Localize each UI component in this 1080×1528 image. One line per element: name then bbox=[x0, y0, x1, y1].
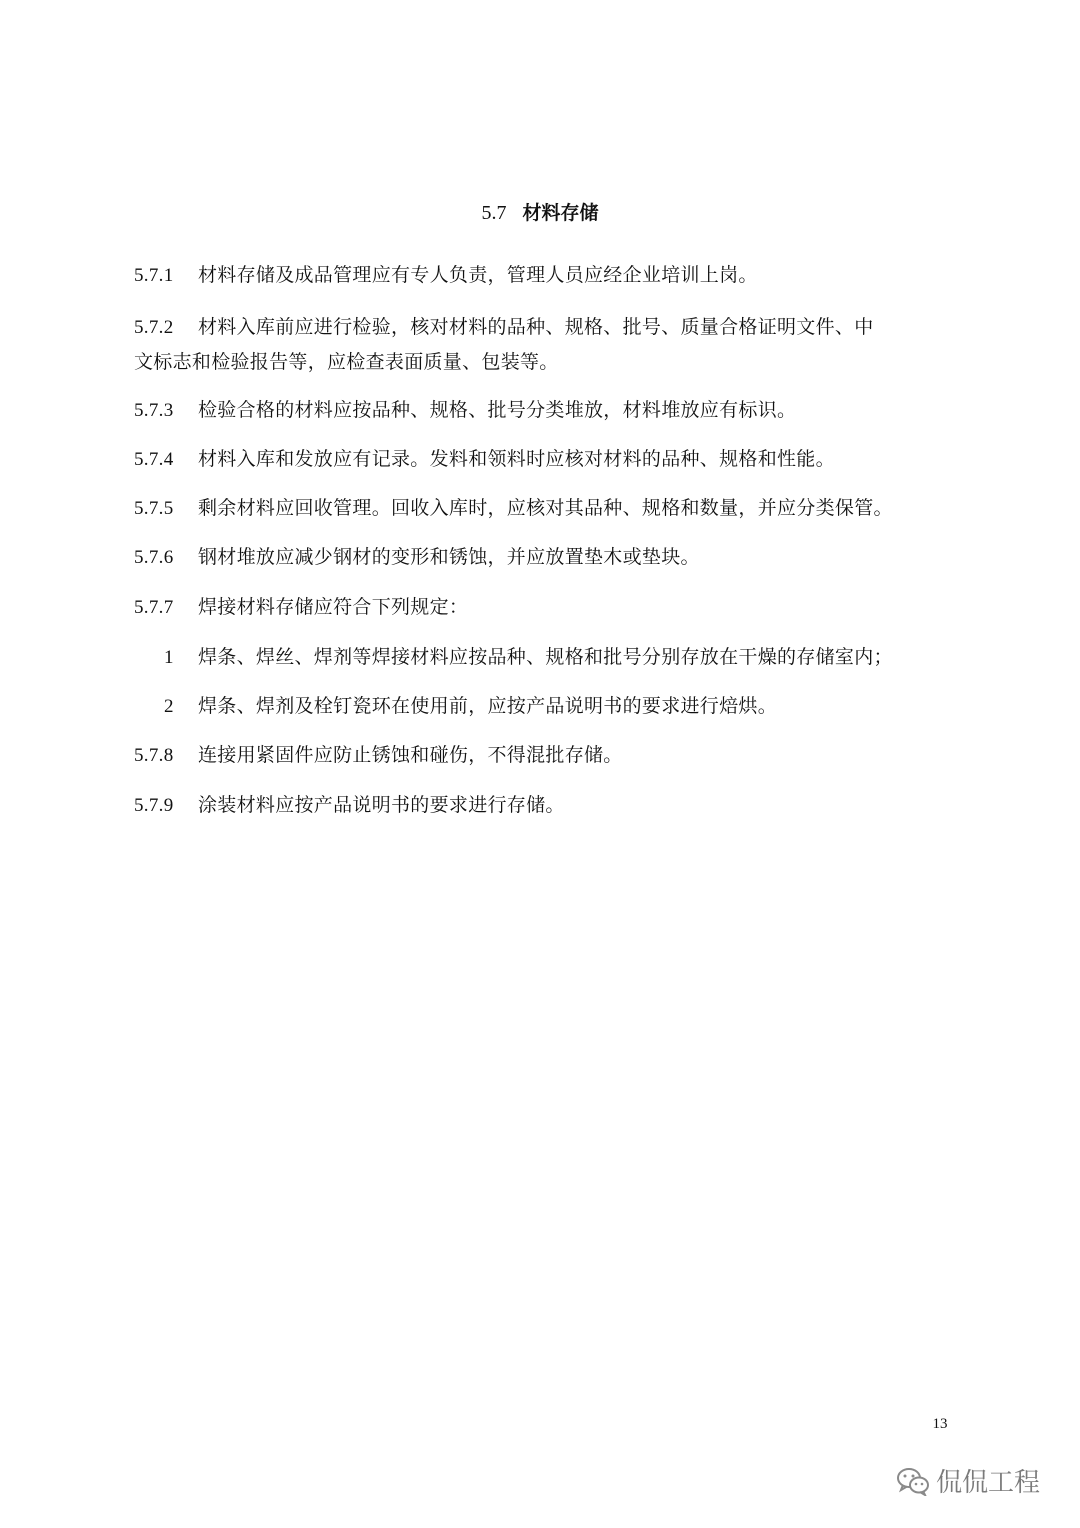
page-number: 13 bbox=[932, 1416, 948, 1432]
section-title-text: 材料存储 bbox=[522, 202, 599, 224]
sub-item-1 bbox=[164, 640, 964, 675]
clause-text: 剩余材料应回收管理。回收入库时，应核对其品种、规格和数量，并应分类保管。 bbox=[198, 497, 893, 519]
item-number: 1 bbox=[164, 647, 174, 668]
clause-number: 5.7.1 bbox=[134, 265, 174, 286]
clause-5-7-8 bbox=[134, 738, 954, 773]
clause-number: 5.7.4 bbox=[134, 449, 174, 470]
sub-item-2 bbox=[164, 689, 964, 724]
clause-number: 5.7.3 bbox=[134, 400, 174, 421]
clause-5-7-2 bbox=[134, 310, 954, 379]
clause-5-7-9 bbox=[134, 788, 954, 823]
clause-text: 检验合格的材料应按品种、规格、批号分类堆放，材料堆放应有标识。 bbox=[198, 399, 797, 421]
section-number: 5.7 bbox=[481, 202, 507, 224]
wechat-icon bbox=[896, 1466, 930, 1496]
clause-number: 5.7.8 bbox=[134, 745, 174, 766]
clause-text: 材料入库前应进行检验，核对材料的品种、规格、批号、质量合格证明文件、中 bbox=[198, 316, 874, 338]
item-text: 焊条、焊丝、焊剂等焊接材料应按品种、规格和批号分别存放在干燥的存储室内； bbox=[198, 646, 893, 668]
clause-5-7-7 bbox=[134, 590, 954, 625]
clause-number: 5.7.6 bbox=[134, 547, 174, 568]
clause-number: 5.7.9 bbox=[134, 795, 174, 816]
clause-5-7-6 bbox=[134, 540, 954, 575]
clause-number: 5.7.2 bbox=[134, 317, 174, 338]
clause-text-continuation: 文标志和检验报告等，应检查表面质量、包装等。 bbox=[134, 351, 559, 373]
clause-5-7-1 bbox=[134, 258, 954, 293]
section-title bbox=[0, 196, 1080, 230]
clause-text: 钢材堆放应减少钢材的变形和锈蚀，并应放置垫木或垫块。 bbox=[198, 546, 700, 568]
item-text: 焊条、焊剂及栓钉瓷环在使用前，应按产品说明书的要求进行焙烘。 bbox=[198, 695, 778, 717]
clause-text: 材料入库和发放应有记录。发料和领料时应核对材料的品种、规格和性能。 bbox=[198, 448, 835, 470]
clause-number: 5.7.7 bbox=[134, 597, 174, 618]
watermark bbox=[896, 1462, 1040, 1499]
clause-text: 连接用紧固件应防止锈蚀和碰伤，不得混批存储。 bbox=[198, 744, 623, 766]
clause-5-7-3 bbox=[134, 393, 954, 428]
clause-text: 焊接材料存储应符合下列规定： bbox=[198, 596, 469, 618]
item-number: 2 bbox=[164, 696, 174, 717]
clause-number: 5.7.5 bbox=[134, 498, 174, 519]
clause-text: 涂装材料应按产品说明书的要求进行存储。 bbox=[198, 794, 565, 816]
clause-5-7-4 bbox=[134, 442, 954, 477]
clause-text: 材料存储及成品管理应有专人负责，管理人员应经企业培训上岗。 bbox=[198, 264, 758, 286]
watermark-text: 侃侃工程 bbox=[936, 1468, 1041, 1498]
clause-5-7-5 bbox=[134, 491, 954, 526]
